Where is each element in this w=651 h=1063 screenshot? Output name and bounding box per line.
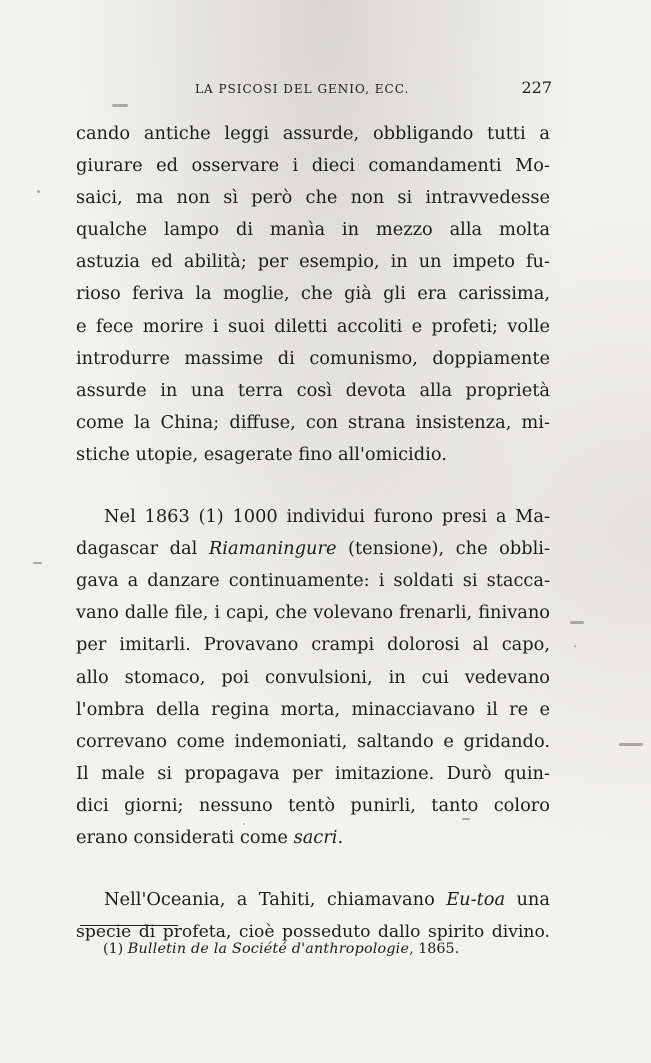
- text-fragment: dagascar dal: [76, 538, 209, 560]
- text-line: [76, 822, 550, 854]
- text-line: l'ombra della regina morta, minacciavano il re e: [76, 698, 550, 720]
- body-text: [76, 118, 550, 948]
- paper-speck: [243, 823, 245, 825]
- text-line: assurde in una terra così devota alla proprietà: [76, 379, 550, 401]
- text-line: qualche lampo di manìa in mezzo alla molta: [76, 219, 550, 241]
- text-line: vano dalle file, i capi, che volevano frenarli, finivano: [76, 602, 550, 624]
- page-header: [75, 78, 552, 102]
- paragraph-gap: [76, 471, 550, 501]
- text-line: allo stomaco, poi convulsioni, in cui vedevano: [76, 666, 550, 688]
- text-fragment: Nell'Oceania, a Tahiti, chiamavano: [104, 889, 447, 911]
- paragraph-1: [76, 118, 550, 471]
- text-fragment: .: [337, 826, 344, 848]
- paper-speck: [37, 190, 40, 193]
- running-head: LA PSICOSI DEL GENIO, ECC.: [195, 82, 410, 96]
- text-line: cando antiche leggi assurde, obbligando tutti a: [76, 123, 550, 144]
- text-line: correvano come indemoniati, saltando e gridando.: [76, 730, 550, 752]
- text-line: Nel 1863 (1) 1000 individui furono presi a Ma-: [104, 506, 550, 528]
- text-line: astuzia ed abilità; per esempio, in un impeto fu-: [76, 251, 550, 273]
- text-line: stiche utopie, esagerate fino all'omicidio.: [76, 443, 447, 465]
- footnote: [103, 941, 459, 957]
- footnote-title: Bulletin de la Société d'anthropologie: [127, 941, 410, 957]
- paper-speck: [112, 104, 128, 107]
- paper-speck: [574, 645, 576, 647]
- paragraph-gap: [76, 854, 550, 884]
- page-number: 227: [521, 78, 552, 97]
- text-line: gava a danzare continuamente: i soldati si stacca-: [76, 570, 550, 592]
- text-fragment: (tensione), che obbli-: [336, 538, 550, 560]
- text-line: dici giorni; nessuno tentò punirli, tanto coloro: [76, 794, 550, 816]
- paragraph-3: [76, 884, 550, 948]
- paper-speck: [462, 818, 470, 820]
- text-line: per imitarli. Provavano crampi dolorosi al capo,: [76, 634, 550, 656]
- text-line: Il male si propagava per imitazione. Durò quin-: [76, 762, 550, 784]
- paper-speck: [619, 743, 643, 746]
- text-line: giurare ed osservare i dieci comandamenti Mo-: [76, 155, 550, 177]
- footnote-suffix: , 1865.: [409, 941, 460, 957]
- paper-speck: [570, 621, 584, 624]
- text-line: e fece morire i suoi diletti accoliti e profeti; volle: [76, 315, 550, 337]
- italic-term-sacri: sacri: [293, 826, 338, 848]
- text-line: saici, ma non sì però che non si intravvedesse: [76, 187, 550, 209]
- text-line: introdurre massime di comunismo, doppiamente: [76, 347, 550, 369]
- text-fragment: una: [505, 889, 550, 911]
- italic-term-riamaningure: Riamaningure: [208, 538, 337, 560]
- footnote-rule: [80, 925, 178, 926]
- italic-term-eu-toa: Eu-toa: [446, 889, 506, 911]
- footnote-marker: (1): [103, 941, 128, 957]
- paragraph-2: [76, 501, 550, 854]
- text-line: come la China; diffuse, con strana insistenza, mi-: [76, 411, 550, 433]
- text-line: [76, 533, 550, 565]
- paper-speck: [33, 562, 42, 564]
- text-fragment: erano considerati come: [76, 826, 294, 848]
- text-line: specie di profeta, cioè posseduto dallo spirito divino.: [76, 922, 550, 943]
- text-line: rioso feriva la moglie, che già gli era carissima,: [76, 283, 550, 305]
- text-line: [76, 884, 550, 916]
